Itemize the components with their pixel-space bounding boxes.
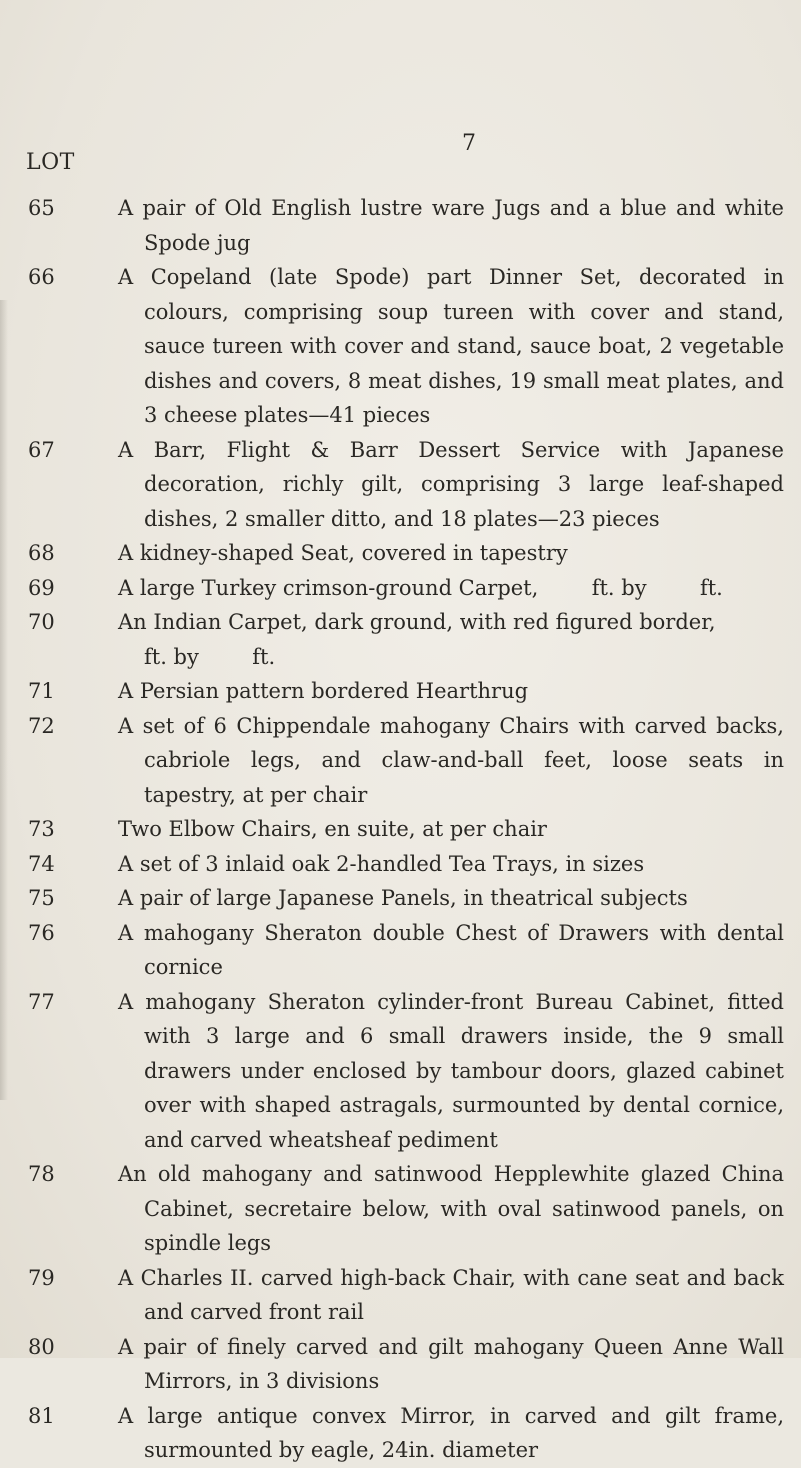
lot-number: 74 bbox=[28, 851, 55, 876]
lot-description: A mahogany Sheraton cylinder-front Bureau Cabinet, fitted with 3 large and 6 small drawers inside, the 9 small drawers under enclosed by tambour doors, glazed cabinet over with shaped astragals, surmounted by dental cornice, and carved wheatsheaf pediment bbox=[118, 989, 784, 1152]
lot-entry bbox=[0, 916, 784, 985]
lot-entry bbox=[0, 985, 784, 1158]
lot-number: 73 bbox=[28, 817, 55, 841]
lot-description: A Persian pattern bordered Hearthrug bbox=[118, 679, 529, 703]
lot-number: 67 bbox=[28, 437, 55, 462]
lot-list bbox=[0, 191, 801, 1468]
lot-entry bbox=[0, 260, 784, 433]
lot-entry bbox=[0, 191, 784, 260]
lot-description: A pair of Old English lustre ware Jugs and a blue and white Spode jug bbox=[118, 196, 784, 255]
lot-entry bbox=[0, 674, 784, 709]
lot-description: A pair of finely carved and gilt mahogany Queen Anne Wall Mirrors, in 3 divisions bbox=[118, 1334, 784, 1393]
lot-number: 65 bbox=[28, 196, 55, 220]
lot-description: An Indian Carpet, dark ground, with red figured border, ft. by ft. bbox=[118, 610, 770, 669]
lot-entry bbox=[0, 881, 784, 916]
lot-description: A Charles II. carved high-back Chair, with cane seat and back and carved front rail bbox=[118, 1265, 784, 1324]
lot-number: 75 bbox=[28, 886, 55, 910]
lot-number: 69 bbox=[28, 575, 55, 600]
lot-description: A set of 3 inlaid oak 2-handled Tea Trays, in sizes bbox=[118, 851, 645, 876]
lot-entry bbox=[0, 812, 784, 847]
lot-description: A mahogany Sheraton double Chest of Drawers with dental cornice bbox=[118, 920, 784, 979]
lot-number: 71 bbox=[28, 679, 55, 703]
lot-number: 70 bbox=[28, 610, 55, 634]
lot-number: 68 bbox=[28, 541, 55, 565]
lot-entry bbox=[0, 1399, 784, 1468]
lot-number: 72 bbox=[28, 713, 55, 738]
lot-description: An old mahogany and satinwood Hepplewhite glazed China Cabinet, secretaire below, with oval satinwood panels, on spindle legs bbox=[118, 1162, 784, 1255]
lot-description: A pair of large Japanese Panels, in theatrical subjects bbox=[118, 886, 688, 910]
lot-entry bbox=[0, 1261, 784, 1330]
lot-description: A kidney-shaped Seat, covered in tapestry bbox=[118, 541, 568, 565]
page-number: 7 bbox=[462, 131, 476, 156]
lot-number: 66 bbox=[28, 265, 55, 289]
lot-entry bbox=[0, 847, 784, 882]
lot-description: A large Turkey crimson-ground Carpet, ft. by ft. bbox=[118, 575, 723, 600]
lot-column-header: LOT bbox=[26, 150, 75, 175]
lot-entry bbox=[0, 1330, 784, 1399]
lot-number: 76 bbox=[28, 920, 55, 945]
lot-description: A Copeland (late Spode) part Dinner Set, decorated in colours, comprising soup tureen with cover and stand, sauce tureen with cover and stand, sauce boat, 2 vegetable dishes and covers, 8 meat dishes, 19 small meat plates, and 3 cheese plates—41 pieces bbox=[118, 265, 784, 427]
lot-number: 80 bbox=[28, 1334, 55, 1359]
lot-description: A Barr, Flight & Barr Dessert Service with Japanese decoration, richly gilt, comprising 3 large leaf-shaped dishes, 2 smaller ditto, and 18 plates—23 pieces bbox=[118, 437, 784, 531]
lot-description: Two Elbow Chairs, en suite, at per chair bbox=[118, 817, 547, 841]
lot-entry bbox=[0, 709, 784, 813]
lot-description: A large antique convex Mirror, in carved and gilt frame, surmounted by eagle, 24in. diameter bbox=[118, 1403, 784, 1462]
lot-entry bbox=[0, 1157, 784, 1261]
lot-number: 78 bbox=[28, 1162, 55, 1186]
lot-entry bbox=[0, 433, 784, 537]
lot-description: A set of 6 Chippendale mahogany Chairs with carved backs, cabriole legs, and claw-and-ball feet, loose seats in tapestry, at per chair bbox=[118, 713, 784, 807]
lot-number: 79 bbox=[28, 1265, 55, 1290]
lot-entry bbox=[0, 605, 784, 674]
lot-entry bbox=[0, 571, 784, 606]
lot-number: 77 bbox=[28, 989, 55, 1014]
lot-number: 81 bbox=[28, 1403, 55, 1428]
lot-entry bbox=[0, 536, 784, 571]
